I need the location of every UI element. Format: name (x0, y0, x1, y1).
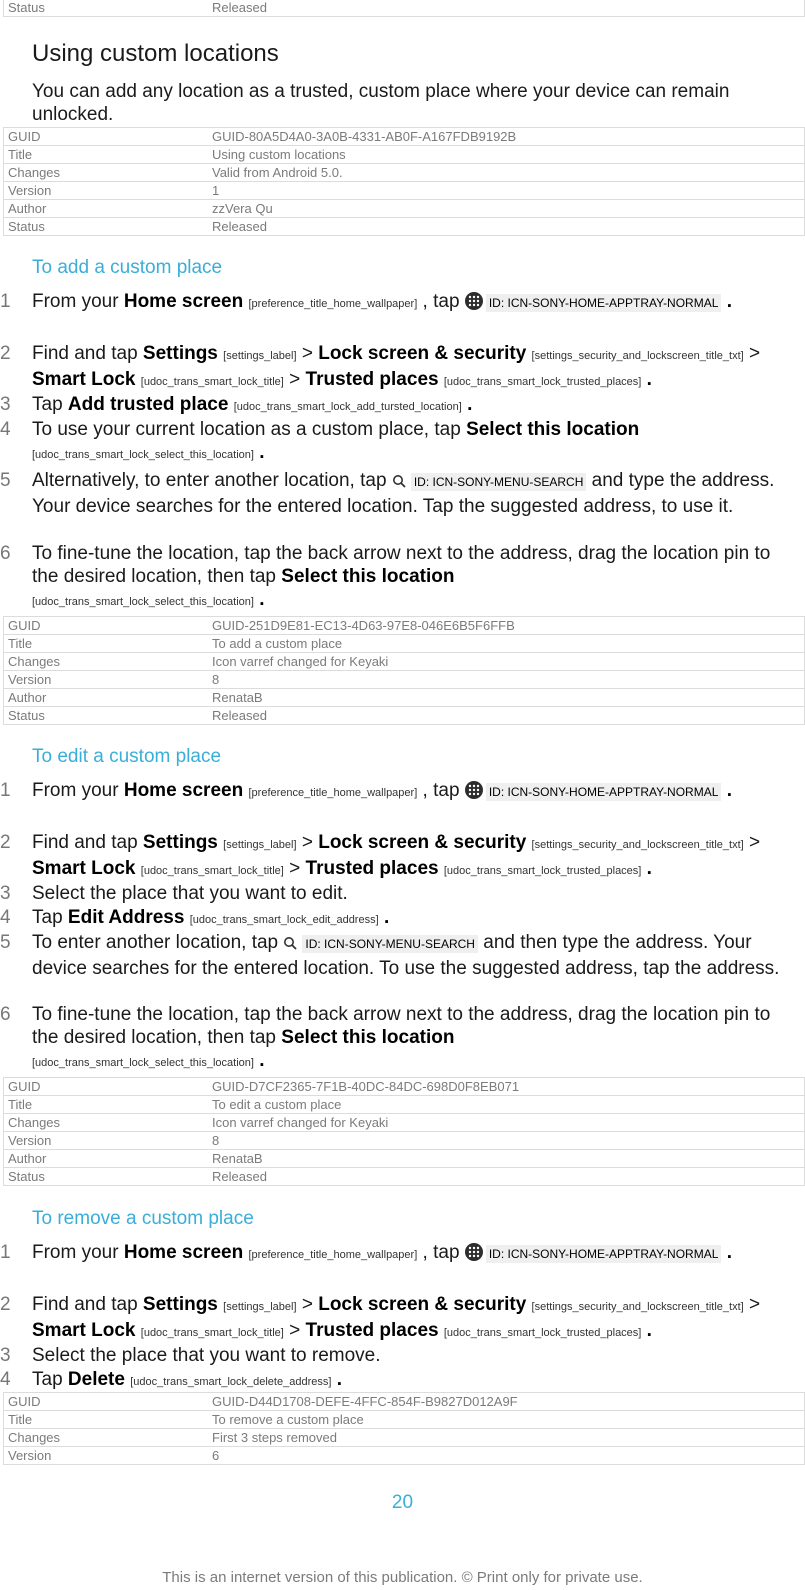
meta-key: Status (4, 218, 209, 236)
meta-value: Icon varref changed for Keyaki (208, 1114, 805, 1132)
meta-value: RenataB (208, 689, 805, 707)
footer-note: This is an internet version of this publication. © Print only for private use. (162, 1569, 643, 1586)
table-row (4, 1393, 805, 1411)
edit-address-label[interactable]: Edit Address (67, 907, 185, 928)
table-row (4, 707, 805, 725)
meta-key: Changes (4, 653, 209, 671)
table-row (4, 1429, 805, 1447)
add-trusted-place-label[interactable]: Add trusted place (67, 394, 229, 415)
table-row (4, 1096, 805, 1114)
period: . (336, 1369, 342, 1390)
period: . (259, 1050, 265, 1071)
period: . (646, 858, 652, 879)
string-key: [udoc_trans_smart_lock_select_this_location] (32, 1057, 254, 1069)
step-text: Tap (32, 1369, 63, 1390)
meta-value: Using custom locations (208, 146, 805, 164)
step-text: To fine-tune the location, tap the back arrow next to the address, drag the location pin to the desired location, then tap (32, 1004, 771, 1048)
table-row (4, 164, 805, 182)
string-key: [settings_security_and_lockscreen_title_txt] (531, 350, 744, 362)
smart-lock-label[interactable]: Smart Lock (32, 858, 136, 879)
meta-value: First 3 steps removed (208, 1429, 805, 1447)
meta-value: Released (208, 0, 805, 17)
table-row (4, 1411, 805, 1429)
meta-value: To edit a custom place (208, 1096, 805, 1114)
meta-key: Author (4, 200, 209, 218)
step-text: To fine-tune the location, tap the back arrow next to the address, drag the location pin to the desired location, then tap (32, 543, 771, 587)
step-number: 3 (0, 394, 11, 415)
home-screen-label[interactable]: Home screen (123, 291, 244, 312)
step-number: 5 (0, 470, 11, 491)
select-location-label[interactable]: Select this location (466, 419, 640, 440)
lock-screen-label[interactable]: Lock screen & security (318, 343, 527, 364)
table-row (4, 1150, 805, 1168)
period: . (726, 780, 732, 801)
string-key: [udoc_trans_smart_lock_delete_address] (130, 1376, 332, 1388)
meta-key: Changes (4, 1429, 209, 1447)
step-number: 4 (0, 1369, 11, 1390)
string-key: [settings_label] (223, 350, 297, 362)
apptray-id: ID: ICN-SONY-HOME-APPTRAY-NORMAL (486, 1245, 722, 1263)
separator: > (749, 1294, 761, 1315)
meta-value: 8 (208, 671, 805, 689)
string-key: [udoc_trans_smart_lock_edit_address] (189, 914, 379, 926)
add-step-1 (0, 290, 780, 316)
string-key: [settings_label] (223, 839, 297, 851)
step-text: From your (32, 780, 119, 801)
meta-value: Released (208, 218, 805, 236)
step-text: Tap (32, 394, 63, 415)
meta-key: Version (4, 1447, 209, 1465)
search-icon[interactable] (392, 474, 408, 488)
edit-step-3 (0, 882, 780, 905)
table-row (4, 200, 805, 218)
apptray-id: ID: ICN-SONY-HOME-APPTRAY-NORMAL (486, 294, 722, 312)
separator: > (301, 832, 313, 853)
period: . (259, 589, 265, 610)
trusted-places-label[interactable]: Trusted places (305, 1320, 439, 1341)
add-heading: To add a custom place (32, 257, 223, 278)
meta-key: Version (4, 1132, 209, 1150)
step-number: 2 (0, 832, 11, 853)
step-text: Alternatively, to enter another location, tap (32, 470, 387, 491)
string-key: [settings_label] (223, 1301, 297, 1313)
settings-label[interactable]: Settings (142, 343, 218, 364)
lock-screen-label[interactable]: Lock screen & security (318, 832, 527, 853)
string-key: [udoc_trans_smart_lock_title] (140, 865, 284, 877)
step-number: 1 (0, 291, 11, 312)
step-number: 6 (0, 1004, 11, 1025)
section-lead: You can add any location as a trusted, custom place where your device can remain unlocked. (32, 81, 730, 125)
table-row (4, 1132, 805, 1150)
table-row (4, 635, 805, 653)
meta-value: GUID-D7CF2365-7F1B-40DC-84DC-698D0F8EB071 (208, 1078, 805, 1096)
separator: > (749, 343, 761, 364)
string-key: [preference_title_home_wallpaper] (248, 1249, 418, 1261)
add-step-3 (0, 393, 780, 419)
step-number: 3 (0, 1345, 11, 1366)
meta-key: Version (4, 671, 209, 689)
add-step-2 (0, 342, 780, 394)
meta-key: Author (4, 689, 209, 707)
step-text: Find and tap (32, 343, 138, 364)
step-number: 6 (0, 543, 11, 564)
meta-table-remove (3, 1392, 805, 1465)
period: . (726, 1242, 732, 1263)
top-meta-table (3, 0, 805, 17)
page-number: 20 (391, 1492, 414, 1513)
apps-grid-icon[interactable] (465, 292, 483, 310)
step-text: , tap (422, 291, 460, 312)
delete-label[interactable]: Delete (67, 1369, 125, 1390)
string-key: [udoc_trans_smart_lock_trusted_places] (443, 865, 642, 877)
section-title: Using custom locations (32, 40, 279, 67)
add-step-4 (0, 418, 780, 467)
separator: > (749, 832, 761, 853)
separator: > (301, 1294, 313, 1315)
table-row (4, 182, 805, 200)
meta-key: Status (4, 0, 209, 17)
step-text: Find and tap (32, 832, 138, 853)
remove-heading: To remove a custom place (32, 1208, 254, 1229)
meta-value: To remove a custom place (208, 1411, 805, 1429)
meta-value: Valid from Android 5.0. (208, 164, 805, 182)
period: . (726, 291, 732, 312)
meta-key: GUID (4, 1393, 209, 1411)
edit-step-4 (0, 906, 780, 932)
step-text: , tap (422, 780, 460, 801)
smart-lock-label[interactable]: Smart Lock (32, 1320, 136, 1341)
meta-key: Title (4, 635, 209, 653)
string-key: [udoc_trans_smart_lock_select_this_location] (32, 449, 254, 461)
search-icon[interactable] (283, 936, 299, 950)
meta-value: GUID-D44D1708-DEFE-4FFC-854F-B9827D012A9F (208, 1393, 805, 1411)
apps-grid-icon[interactable] (465, 1243, 483, 1261)
step-text: From your (32, 1242, 119, 1263)
meta-value: GUID-80A5D4A0-3A0B-4331-AB0F-A167FDB9192B (208, 128, 805, 146)
step-text: To enter another location, tap (32, 932, 279, 953)
edit-step-5 (0, 931, 780, 980)
meta-value: 1 (208, 182, 805, 200)
step-text: and then type the address. Your device searches for the entered location. To use the suggested address, tap the address. (32, 932, 780, 979)
add-step-5 (0, 469, 780, 518)
meta-value: RenataB (208, 1150, 805, 1168)
edit-heading: To edit a custom place (32, 746, 222, 767)
string-key: [settings_security_and_lockscreen_title_txt] (531, 1301, 744, 1313)
settings-label[interactable]: Settings (142, 832, 218, 853)
step-text: Find and tap (32, 1294, 138, 1315)
remove-step-1 (0, 1241, 780, 1267)
meta-key: Title (4, 1096, 209, 1114)
edit-step-2 (0, 831, 780, 883)
meta-value: Released (208, 707, 805, 725)
period: . (259, 442, 265, 463)
meta-value: GUID-251D9E81-EC13-4D63-97E8-046E6B5F6FFB (208, 617, 805, 635)
table-row (4, 128, 805, 146)
home-screen-label[interactable]: Home screen (123, 780, 244, 801)
step-text: , tap (422, 1242, 460, 1263)
string-key: [udoc_trans_smart_lock_title] (140, 376, 284, 388)
meta-key: Title (4, 146, 209, 164)
meta-key: GUID (4, 1078, 209, 1096)
lock-screen-label[interactable]: Lock screen & security (318, 1294, 527, 1315)
table-row (4, 1168, 805, 1186)
table-row (4, 1078, 805, 1096)
home-screen-label[interactable]: Home screen (123, 1242, 244, 1263)
select-location-label[interactable]: Select this location (281, 1027, 455, 1048)
select-location-label[interactable]: Select this location (281, 566, 455, 587)
period: . (646, 1320, 652, 1341)
meta-value: Released (208, 1168, 805, 1186)
table-row (4, 671, 805, 689)
step-number: 2 (0, 1294, 11, 1315)
meta-key: Changes (4, 1114, 209, 1132)
period: . (383, 907, 390, 928)
step-number: 2 (0, 343, 11, 364)
table-row (4, 617, 805, 635)
meta-value: Icon varref changed for Keyaki (208, 653, 805, 671)
step-number: 1 (0, 1242, 11, 1263)
search-id: ID: ICN-SONY-MENU-SEARCH (411, 473, 587, 491)
meta-key: Version (4, 182, 209, 200)
apptray-id: ID: ICN-SONY-HOME-APPTRAY-NORMAL (486, 783, 722, 801)
meta-value: To add a custom place (208, 635, 805, 653)
string-key: [udoc_trans_smart_lock_trusted_places] (443, 1327, 642, 1339)
step-text: Select the place that you want to remove. (32, 1345, 381, 1366)
edit-step-1 (0, 779, 780, 805)
table-row (4, 1114, 805, 1132)
table-row (4, 146, 805, 164)
meta-table-add (3, 616, 805, 725)
remove-step-3 (0, 1344, 780, 1367)
table-row (4, 218, 805, 236)
step-number: 1 (0, 780, 11, 801)
meta-key: GUID (4, 617, 209, 635)
step-number: 5 (0, 932, 11, 953)
period: . (467, 394, 473, 415)
string-key: [preference_title_home_wallpaper] (248, 298, 418, 310)
meta-table-using (3, 127, 805, 236)
meta-value: 8 (208, 1132, 805, 1150)
meta-key: Author (4, 1150, 209, 1168)
remove-step-2 (0, 1293, 780, 1345)
table-row (4, 0, 805, 17)
meta-table-edit (3, 1077, 805, 1186)
step-number: 4 (0, 419, 11, 440)
trusted-places-label[interactable]: Trusted places (305, 369, 439, 390)
step-text: Select the place that you want to edit. (32, 883, 348, 904)
string-key: [udoc_trans_smart_lock_select_this_location] (32, 596, 254, 608)
string-key: [udoc_trans_smart_lock_add_tursted_location] (233, 401, 462, 413)
separator: > (289, 858, 301, 879)
edit-step-6 (0, 1003, 780, 1075)
trusted-places-label[interactable]: Trusted places (305, 858, 439, 879)
meta-key: Title (4, 1411, 209, 1429)
remove-step-4 (0, 1368, 780, 1394)
meta-key: Status (4, 1168, 209, 1186)
table-row (4, 689, 805, 707)
meta-key: Status (4, 707, 209, 725)
separator: > (289, 1320, 301, 1341)
string-key: [settings_security_and_lockscreen_title_txt] (531, 839, 744, 851)
table-row (4, 653, 805, 671)
table-row (4, 1447, 805, 1465)
step-number: 4 (0, 907, 11, 928)
search-id: ID: ICN-SONY-MENU-SEARCH (302, 935, 478, 953)
string-key: [udoc_trans_smart_lock_title] (140, 1327, 284, 1339)
string-key: [udoc_trans_smart_lock_trusted_places] (443, 376, 642, 388)
meta-key: Changes (4, 164, 209, 182)
separator: > (289, 369, 301, 390)
string-key: [preference_title_home_wallpaper] (248, 787, 418, 799)
step-text: From your (32, 291, 119, 312)
apps-grid-icon[interactable] (465, 781, 483, 799)
smart-lock-label[interactable]: Smart Lock (32, 369, 136, 390)
meta-key: GUID (4, 128, 209, 146)
separator: > (301, 343, 313, 364)
meta-value: zzVera Qu (208, 200, 805, 218)
period: . (646, 369, 652, 390)
step-text: Tap (32, 907, 63, 928)
add-step-6 (0, 542, 780, 614)
step-number: 3 (0, 883, 11, 904)
step-text: To use your current location as a custom place, tap (32, 419, 461, 440)
step-text: and type the address. Your device searches for the entered location. Tap the suggested address, to use it. (32, 470, 775, 517)
meta-value: 6 (208, 1447, 805, 1465)
settings-label[interactable]: Settings (142, 1294, 218, 1315)
